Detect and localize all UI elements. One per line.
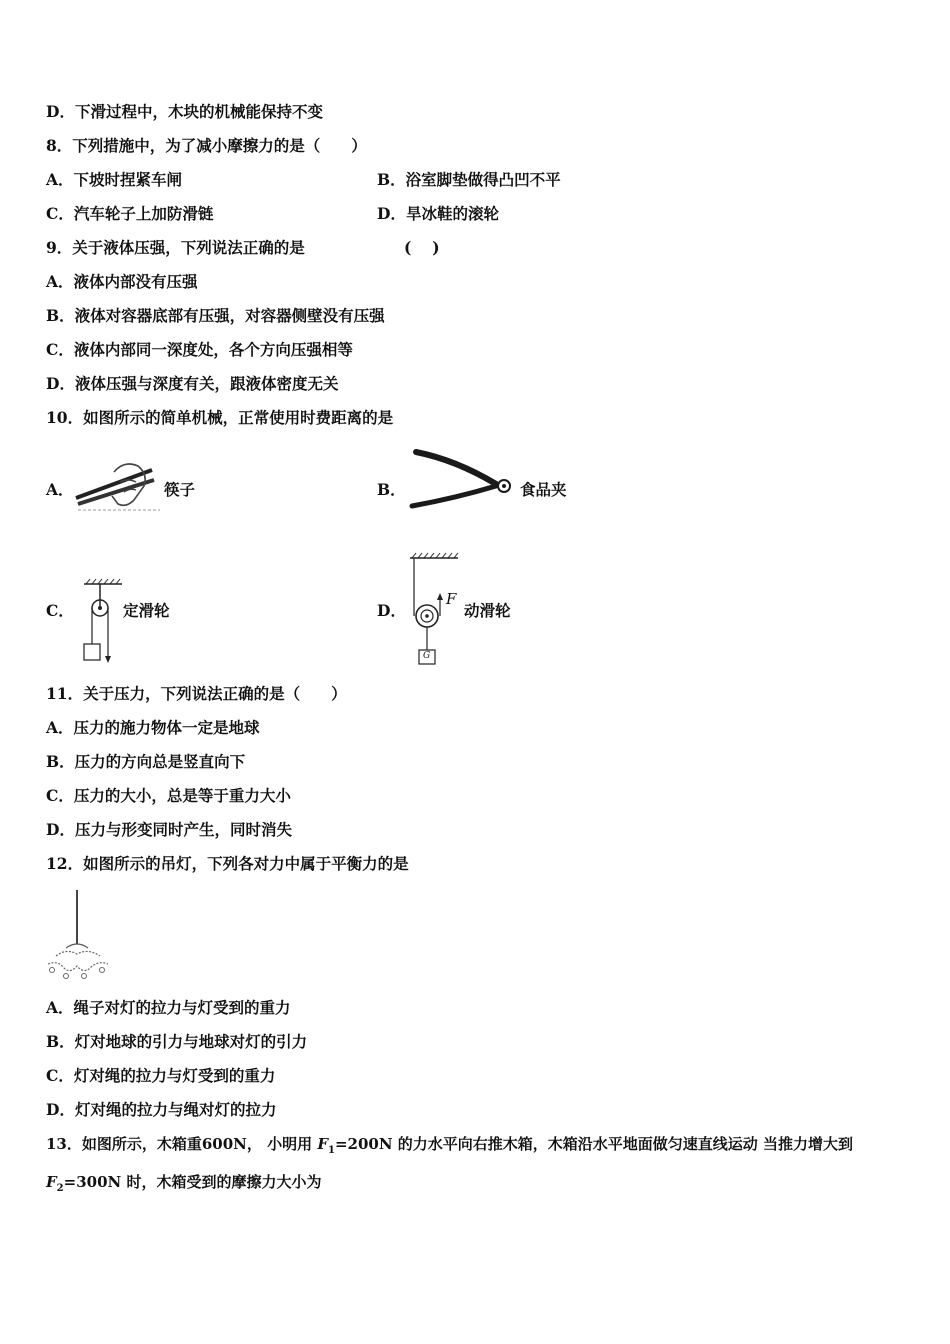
q8-option-c: C．汽车轮子上加防滑链	[46, 204, 214, 223]
q12-option-b: B．灯对地球的引力与地球对灯的引力	[46, 1032, 308, 1051]
weight-label: G	[423, 651, 431, 661]
q10-option-b-label: 食品夹	[520, 480, 567, 499]
q13-line2-b: =300N 时，木箱受到的摩擦力大小为	[63, 1173, 322, 1191]
q11-option-d: D．压力与形变同时产生，同时消失	[46, 820, 292, 839]
q9-option-c: C．液体内部同一深度处，各个方向压强相等	[46, 340, 353, 359]
q13-line2	[46, 1172, 321, 1199]
q8-option-b: B．浴室脚垫做得凸凹不平	[377, 170, 561, 189]
q8-stem: 8．下列措施中，为了减小摩擦力的是（ ）	[46, 136, 367, 155]
q11-option-b: B．压力的方向总是竖直向下	[46, 752, 246, 771]
q11-stem: 11．关于压力，下列说法正确的是（ ）	[46, 684, 347, 703]
q11-option-c: C．压力的大小，总是等于重力大小	[46, 786, 291, 805]
q10-option-c-label: 定滑轮	[123, 601, 170, 620]
q8-option-a: A．下坡时捏紧车闸	[46, 170, 183, 189]
q13-line1-a: 13．如图所示，木箱重600N， 小明用	[46, 1135, 318, 1153]
food-tongs-figure	[406, 446, 518, 512]
f1-subscript: 1	[328, 1145, 335, 1156]
q9-option-b: B．液体对容器底部有压强，对容器侧壁没有压强	[46, 306, 385, 325]
f2-subscript: 2	[56, 1183, 64, 1194]
q12-option-d: D．灯对绳的拉力与绳对灯的拉力	[46, 1100, 277, 1119]
q13-line1	[46, 1134, 853, 1161]
fixed-pulley-figure	[80, 578, 126, 666]
q8-option-d: D．旱冰鞋的滚轮	[377, 204, 499, 223]
chandelier-figure	[44, 888, 114, 984]
force-label: F	[446, 590, 457, 608]
q9-stem: 9．关于液体压强，下列说法正确的是	[46, 238, 305, 257]
q13-line1-b: =200N 的力水平向右推木箱，木箱沿水平地面做匀速直线运动 当推力增大到	[334, 1135, 854, 1153]
q10-stem: 10．如图所示的简单机械，正常使用时费距离的是	[46, 408, 394, 427]
movable-pulley-figure	[406, 552, 462, 668]
q12-stem: 12．如图所示的吊灯，下列各对力中属于平衡力的是	[46, 854, 409, 873]
q9-option-a: A．液体内部没有压强	[46, 272, 198, 291]
chopsticks-figure	[74, 456, 164, 512]
q11-option-a: A．压力的施力物体一定是地球	[46, 718, 260, 737]
q7-option-d: D．下滑过程中，木块的机械能保持不变	[46, 102, 323, 121]
q10-option-c-letter: C．	[46, 601, 74, 620]
f2-variable: F	[46, 1173, 57, 1191]
q12-option-a: A．绳子对灯的拉力与灯受到的重力	[46, 998, 291, 1017]
q12-option-c: C．灯对绳的拉力与灯受到的重力	[46, 1066, 276, 1085]
q9-option-d: D．液体压强与深度有关，跟液体密度无关	[46, 374, 339, 393]
f1-variable: F	[317, 1135, 328, 1153]
q10-option-a-letter: A．	[46, 480, 74, 499]
q10-option-d-label: 动滑轮	[464, 601, 511, 620]
q10-option-b-letter: B．	[377, 480, 406, 499]
q10-option-a-label: 筷子	[164, 480, 196, 499]
q9-answer-paren: ( )	[404, 238, 440, 257]
q10-option-d-letter: D．	[377, 601, 406, 620]
